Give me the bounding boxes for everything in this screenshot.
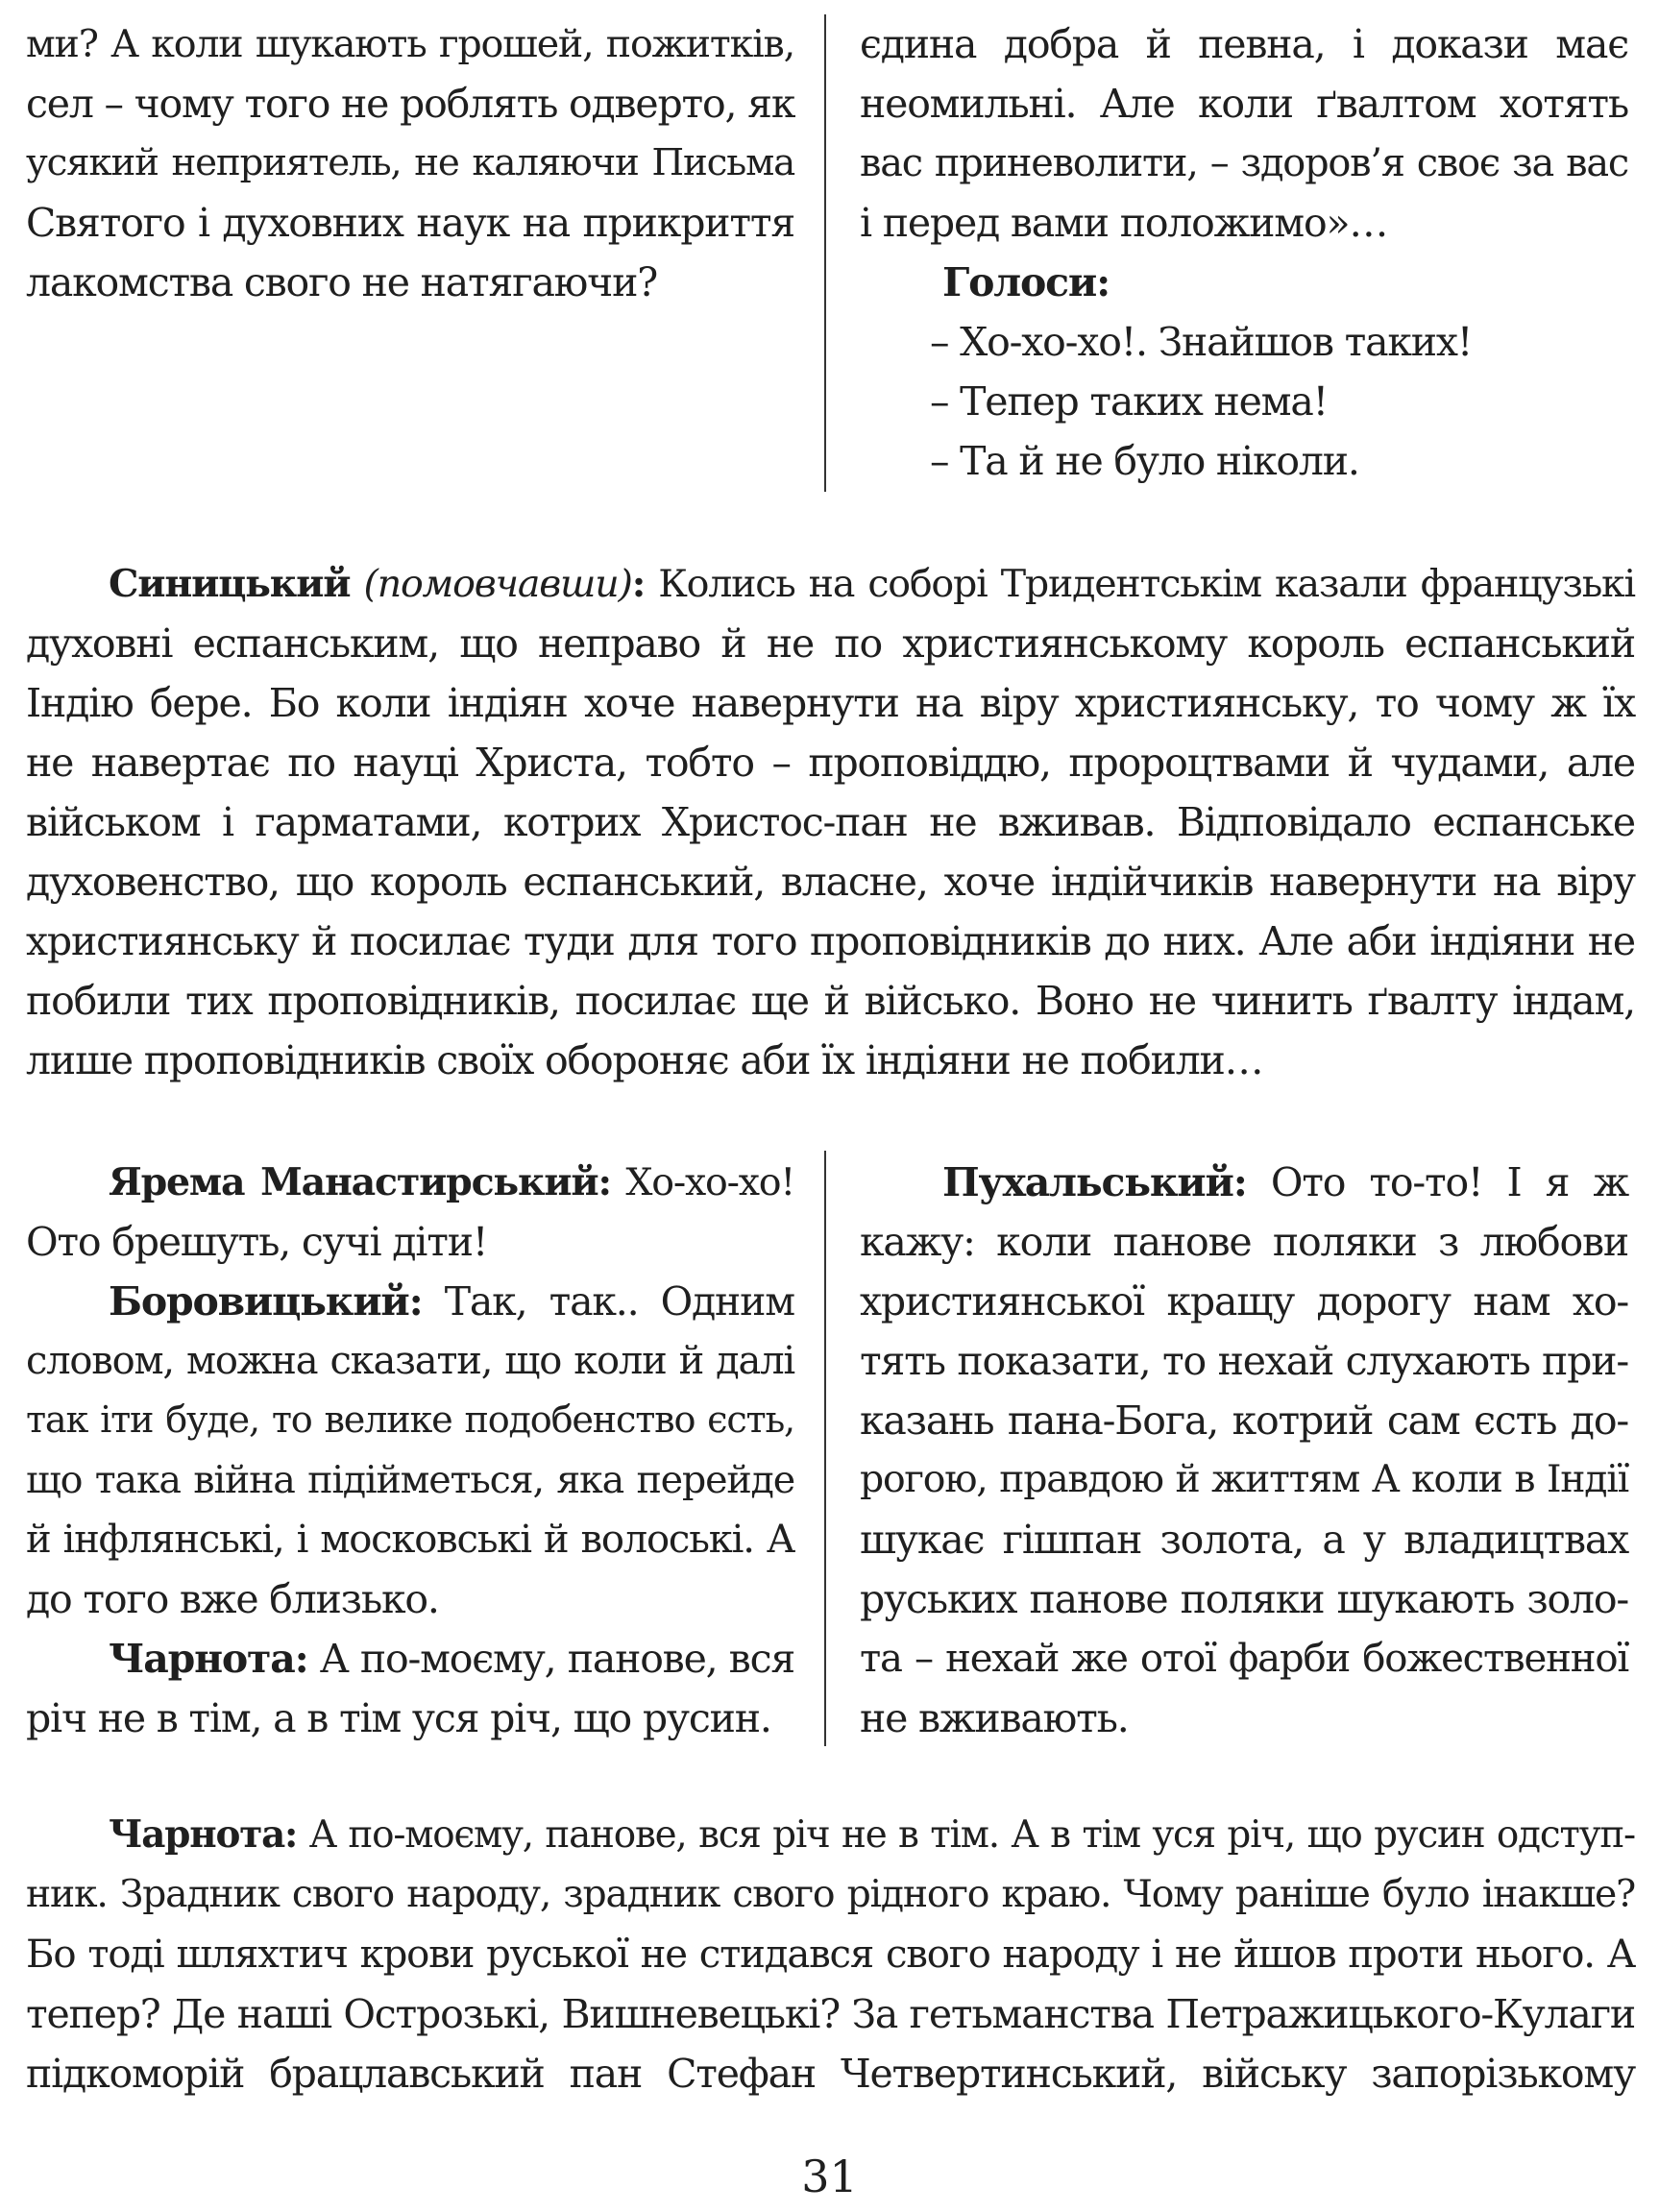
text-line: лише проповідників своїх обороняє аби їх індіяни не побили… bbox=[26, 1037, 1263, 1083]
text-line: і перед вами положимо»… bbox=[860, 200, 1388, 246]
paragraph-first-line bbox=[942, 1153, 1628, 1212]
text-line: сел – чому того не роблять одверто, як bbox=[26, 81, 795, 127]
text-line: духовні еспанським, що неправо й не по християнському король еспанський bbox=[26, 620, 1635, 667]
text-line: Святого і духовних наук на прикриття bbox=[26, 200, 794, 246]
text-line: річ не в тім, а в тім уся річ, що русин. bbox=[26, 1695, 771, 1741]
speaker-name: Чарнота: bbox=[109, 1636, 308, 1682]
text-line: кажу: коли панове поляки з любови bbox=[860, 1219, 1628, 1265]
text-line: ми? А коли шукають грошей, пожитків, bbox=[26, 22, 794, 66]
text-line: Ото брешуть, сучі діти! bbox=[26, 1219, 488, 1265]
text-line: що така війна підійметься, яка перейде bbox=[26, 1458, 794, 1502]
text-line: побили тих проповідників, посилає ще й військо. Воно не чинить ґвалту індам, bbox=[26, 978, 1635, 1024]
text-line: до того вже близько. bbox=[26, 1576, 439, 1622]
speech-text: Так, так.. Одним bbox=[422, 1278, 794, 1325]
text-line: не навертає по науці Христа, тобто – проповіддю, пророцтвами й чудами, але bbox=[26, 740, 1635, 786]
speech-text: Хо-хо-хо! bbox=[610, 1160, 794, 1204]
column-divider-top bbox=[824, 14, 826, 492]
text-line: Індію бере. Бо коли індіян хоче навернути на віру християнську, то чому ж їх bbox=[26, 680, 1635, 726]
text-line: та – нехай же отої фарби божественної bbox=[860, 1637, 1628, 1681]
page-number: 31 bbox=[801, 2151, 858, 2202]
speech-text: Ото то-то! І я ж bbox=[1246, 1159, 1628, 1205]
text-line: шукає гішпан золота, а у владицтвах bbox=[860, 1517, 1628, 1563]
text-line: рогою, правдою й життям А коли в Індії bbox=[860, 1458, 1628, 1501]
voice-line: – Хо-хо-хо!. Знайшов таких! bbox=[930, 319, 1473, 365]
text-line: духовенство, що король еспанський, власне, хоче індійчиків навернути на віру bbox=[26, 859, 1635, 905]
paragraph-first-line bbox=[109, 1629, 794, 1689]
text-line: так іти буде, то велике подобенство єсть, bbox=[26, 1399, 794, 1442]
speaker-name: Чарнота: bbox=[109, 1813, 298, 1857]
paragraph-first-line bbox=[109, 1272, 794, 1331]
text-line: усякий неприятель, не каляючи Письма bbox=[26, 141, 794, 184]
text-line: й інфлянські, і московські й волоські. А bbox=[26, 1518, 794, 1562]
speech-text: А по-моєму, панове, вся річ не в тім. А в тім уся річ, що русин одступ- bbox=[297, 1813, 1635, 1857]
text-line: казань пана-Бога, котрий сам єсть до- bbox=[860, 1398, 1628, 1444]
voice-line: – Тепер таких нема! bbox=[930, 378, 1328, 425]
speaker-name: Боровицький: bbox=[109, 1278, 423, 1325]
text-line: підкоморій брацлавський пан Стефан Четвертинський, війську запорізькому bbox=[26, 2051, 1635, 2097]
text-line: тять показати, то нехай слухають при- bbox=[860, 1338, 1628, 1384]
text-line: руських панове поляки шукають золо- bbox=[860, 1576, 1628, 1622]
column-divider-middle bbox=[824, 1151, 826, 1746]
text-line: християнську й посилає туди для того проповідників до них. Але аби індіяни не bbox=[26, 918, 1635, 964]
text-line: не вживають. bbox=[860, 1695, 1129, 1741]
paragraph-first-line bbox=[109, 1153, 794, 1212]
text-line: лакомства свого не натягаючи? bbox=[26, 259, 657, 305]
text-line: словом, можна сказати, що коли й далі bbox=[26, 1339, 794, 1383]
text-line: християнської кращу дорогу нам хо- bbox=[860, 1278, 1628, 1325]
text-line: неомильні. Але коли ґвалтом хотять bbox=[860, 81, 1628, 127]
paragraph-first-line bbox=[109, 1806, 1635, 1865]
speech-text: Колись на соборі Тридентськім казали французькі bbox=[645, 562, 1635, 606]
text-line: єдина добра й певна, і докази має bbox=[860, 21, 1628, 67]
voice-line: – Та й не було ніколи. bbox=[930, 438, 1359, 484]
speaker-voices: Голоси: bbox=[942, 259, 1110, 305]
speaker-name: Синицький bbox=[109, 562, 351, 606]
text-line: військом і гарматами, котрих Христос-пан не вживав. Відповідало еспанське bbox=[26, 799, 1635, 845]
text-line: тепер? Де наші Острозькі, Вишневецькі? За гетьманства Петражицького-Кулаги bbox=[26, 1991, 1635, 2037]
stage-direction: (помовчавши) bbox=[363, 562, 632, 606]
paragraph-first-line bbox=[109, 554, 1635, 614]
text-line: Бо тоді шляхтич крови руської не стидався свого народу і не йшов проти нього. А bbox=[26, 1932, 1635, 1977]
text-line: вас приневолити, – здоров’я своє за вас bbox=[860, 141, 1628, 185]
speaker-name: Пухальський: bbox=[942, 1159, 1247, 1205]
speaker-colon: : bbox=[631, 562, 646, 606]
speech-text: А по-моєму, панове, вся bbox=[307, 1636, 794, 1682]
text-line: ник. Зрадник свого народу, зрадник свого рідного краю. Чому раніше було інакше? bbox=[26, 1873, 1635, 1916]
speaker-name: Ярема Манастирський: bbox=[109, 1160, 611, 1204]
